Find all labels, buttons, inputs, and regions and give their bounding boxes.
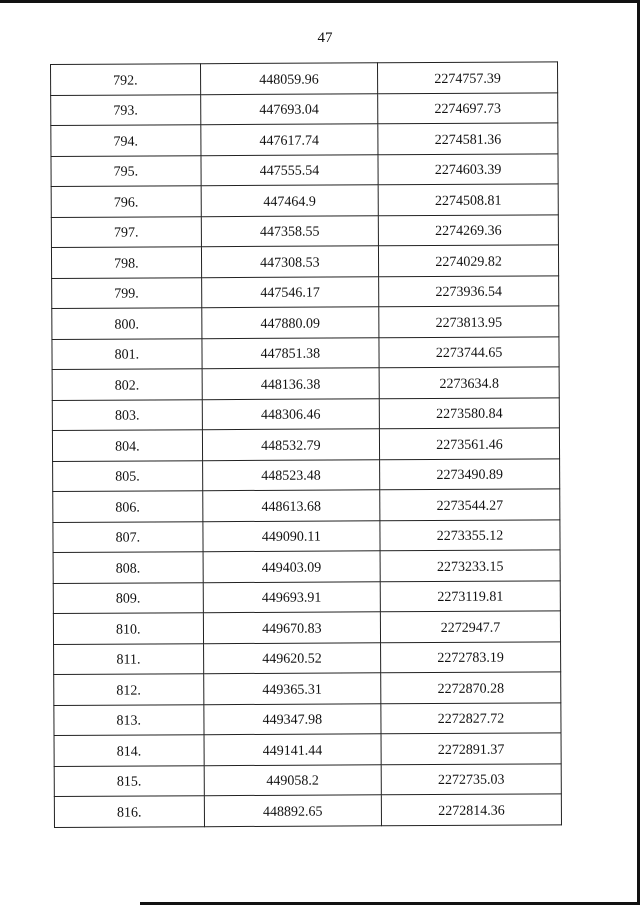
- y-coordinate-cell: [381, 794, 561, 825]
- x-coordinate-cell-text: 448059.96: [259, 72, 319, 88]
- point-number-cell-text: 813.: [116, 713, 142, 729]
- point-number-cell-text: 814.: [116, 744, 142, 760]
- x-coordinate-cell: [201, 246, 379, 277]
- point-number-cell-text: 793.: [113, 103, 138, 119]
- point-number-cell-text: 794.: [113, 134, 139, 150]
- point-number-cell-text: 803.: [114, 408, 140, 424]
- y-coordinate-cell: [379, 336, 559, 367]
- point-number-cell: [51, 216, 201, 247]
- y-coordinate-cell-text: 2273561.46: [436, 437, 503, 453]
- y-coordinate-cell: [378, 92, 558, 123]
- point-number-cell-text: 809.: [115, 591, 141, 607]
- y-coordinate-cell-text: 2274757.39: [434, 71, 501, 87]
- x-coordinate-cell-text: 448136.38: [260, 377, 321, 393]
- x-coordinate-cell-text: 449347.98: [262, 712, 323, 729]
- coordinates-table-container: [50, 61, 562, 827]
- y-coordinate-cell: [380, 611, 560, 642]
- x-coordinate-cell: [200, 124, 378, 155]
- table-row: [53, 550, 560, 583]
- point-number-cell: [54, 643, 204, 674]
- x-coordinate-cell-text: 449365.31: [262, 682, 322, 698]
- y-coordinate-cell-text: 2273490.89: [436, 467, 503, 484]
- table-row: [52, 275, 559, 308]
- table-row: [51, 62, 558, 95]
- point-number-cell-text: 810.: [116, 622, 141, 638]
- y-coordinate-cell-text: 2273936.54: [435, 284, 503, 301]
- y-coordinate-cell: [381, 672, 561, 703]
- x-coordinate-cell: [202, 490, 380, 521]
- x-coordinate-cell-text: 448892.65: [262, 804, 323, 820]
- y-coordinate-cell-text: 2273119.81: [437, 589, 504, 606]
- x-coordinate-cell: [203, 581, 381, 612]
- y-coordinate-cell: [381, 641, 561, 672]
- point-number-cell: [53, 491, 203, 522]
- x-coordinate-cell: [200, 63, 378, 94]
- x-coordinate-cell-text: 447308.53: [260, 255, 320, 271]
- point-number-cell-text: 808.: [115, 561, 141, 577]
- y-coordinate-cell: [379, 428, 559, 459]
- point-number-cell: [54, 704, 204, 735]
- point-number-cell: [51, 94, 201, 125]
- y-coordinate-cell: [378, 184, 558, 215]
- point-number-cell-text: 816.: [116, 805, 142, 821]
- point-number-cell-text: 812.: [116, 683, 141, 699]
- x-coordinate-cell-text: 447358.55: [259, 224, 320, 241]
- point-number-cell: [52, 369, 202, 400]
- point-number-cell-text: 807.: [115, 530, 141, 546]
- y-coordinate-cell: [380, 580, 560, 611]
- coordinates-table: [50, 61, 562, 827]
- x-coordinate-cell-text: 447851.38: [260, 346, 321, 363]
- y-coordinate-cell-text: 2274269.36: [435, 223, 502, 240]
- table-row: [54, 794, 561, 827]
- x-coordinate-cell-text: 448306.46: [260, 407, 321, 424]
- point-number-cell-text: 802.: [114, 378, 140, 394]
- point-number-cell-text: 799.: [114, 286, 139, 302]
- y-coordinate-cell: [381, 733, 561, 764]
- y-coordinate-cell: [380, 458, 560, 489]
- x-coordinate-cell-text: 447546.17: [260, 285, 320, 302]
- table-row: [51, 214, 558, 247]
- point-number-cell-text: 792.: [113, 73, 138, 89]
- point-number-cell: [52, 399, 202, 430]
- x-coordinate-cell: [202, 429, 380, 460]
- table-row: [52, 428, 559, 461]
- x-coordinate-cell: [204, 764, 382, 795]
- point-number-cell: [54, 765, 204, 796]
- y-coordinate-cell-text: 2273744.65: [435, 345, 503, 362]
- x-coordinate-cell-text: 449620.52: [262, 651, 322, 668]
- point-number-cell-text: 811.: [116, 652, 141, 668]
- y-coordinate-cell-text: 2273355.12: [436, 528, 504, 545]
- x-coordinate-cell-text: 449058.2: [266, 773, 319, 790]
- y-coordinate-cell-text: 2272827.72: [437, 711, 505, 728]
- x-coordinate-cell: [203, 520, 381, 551]
- table-row: [54, 763, 561, 796]
- y-coordinate-cell-text: 2272783.19: [437, 650, 504, 667]
- x-coordinate-cell: [202, 337, 380, 368]
- y-coordinate-cell: [378, 123, 558, 154]
- y-coordinate-cell-text: 2272735.03: [438, 772, 505, 789]
- point-number-cell: [51, 64, 201, 95]
- x-coordinate-cell: [203, 612, 381, 643]
- page-number: 47: [317, 30, 333, 46]
- y-coordinate-cell-text: 2273233.15: [436, 559, 504, 575]
- point-number-cell-text: 798.: [114, 256, 139, 272]
- point-number-cell: [54, 674, 204, 705]
- y-coordinate-cell: [379, 245, 559, 276]
- table-body: [51, 62, 562, 827]
- table-row: [51, 245, 558, 278]
- y-coordinate-cell-text: 2273580.84: [436, 406, 503, 423]
- y-coordinate-cell: [379, 367, 559, 398]
- y-coordinate-cell: [379, 275, 559, 306]
- point-number-cell-text: 805.: [115, 469, 140, 485]
- y-coordinate-cell-text: 2274697.73: [434, 101, 502, 118]
- table-row: [53, 489, 560, 522]
- x-coordinate-cell: [203, 551, 381, 582]
- scan-border-top: [0, 0, 640, 3]
- y-coordinate-cell-text: 2274029.82: [435, 254, 502, 270]
- y-coordinate-cell-text: 2274508.81: [434, 193, 502, 209]
- y-coordinate-cell-text: 2272947.7: [440, 620, 501, 636]
- point-number-cell-text: 806.: [115, 500, 140, 516]
- x-coordinate-cell: [200, 93, 378, 124]
- point-number-cell: [51, 247, 201, 278]
- x-coordinate-cell-text: 449670.83: [262, 621, 322, 637]
- y-coordinate-cell-text: 2272814.36: [438, 803, 505, 819]
- point-number-cell: [51, 186, 201, 217]
- x-coordinate-cell: [202, 368, 380, 399]
- point-number-cell: [54, 735, 204, 766]
- point-number-cell: [53, 613, 203, 644]
- y-coordinate-cell: [381, 702, 561, 733]
- point-number-cell: [52, 338, 202, 369]
- y-coordinate-cell: [380, 489, 560, 520]
- point-number-cell: [52, 430, 202, 461]
- x-coordinate-cell-text: 447555.54: [259, 163, 320, 180]
- point-number-cell-text: 797.: [113, 225, 139, 241]
- point-number-cell: [51, 155, 201, 186]
- x-coordinate-cell: [201, 307, 379, 338]
- point-number-cell-text: 800.: [114, 317, 139, 333]
- y-coordinate-cell: [380, 550, 560, 581]
- table-row: [51, 123, 558, 156]
- table-row: [52, 306, 559, 339]
- point-number-cell: [53, 460, 203, 491]
- x-coordinate-cell-text: 448613.68: [261, 499, 321, 515]
- y-coordinate-cell-text: 2273634.8: [439, 376, 500, 392]
- x-coordinate-cell-text: 449403.09: [261, 560, 322, 576]
- table-row: [54, 641, 561, 674]
- x-coordinate-cell: [201, 215, 379, 246]
- point-number-cell-text: 796.: [113, 195, 139, 211]
- table-row: [51, 184, 558, 217]
- x-coordinate-cell-text: 447880.09: [260, 316, 321, 332]
- table-row: [53, 611, 560, 644]
- x-coordinate-cell: [204, 795, 382, 826]
- x-coordinate-cell: [201, 185, 379, 216]
- x-coordinate-cell: [202, 398, 380, 429]
- table-row: [53, 580, 560, 613]
- y-coordinate-cell: [380, 519, 560, 550]
- y-coordinate-cell-text: 2274603.39: [434, 162, 502, 179]
- y-coordinate-cell: [378, 153, 558, 184]
- x-coordinate-cell: [204, 734, 382, 765]
- y-coordinate-cell: [378, 214, 558, 245]
- point-number-cell: [51, 125, 201, 156]
- point-number-cell-text: 801.: [114, 347, 140, 363]
- table-row: [51, 92, 558, 125]
- table-row: [54, 702, 561, 735]
- point-number-cell: [53, 582, 203, 613]
- y-coordinate-cell-text: 2272891.37: [437, 742, 505, 758]
- x-coordinate-cell: [204, 703, 382, 734]
- x-coordinate-cell: [203, 673, 381, 704]
- x-coordinate-cell-text: 447464.9: [263, 194, 316, 210]
- point-number-cell: [53, 521, 203, 552]
- x-coordinate-cell: [201, 276, 379, 307]
- x-coordinate-cell: [203, 642, 381, 673]
- table-row: [51, 153, 558, 186]
- y-coordinate-cell: [381, 763, 561, 794]
- table-row: [52, 367, 559, 400]
- point-number-cell: [54, 796, 204, 827]
- y-coordinate-cell-text: 2273544.27: [436, 498, 504, 514]
- point-number-cell: [53, 552, 203, 583]
- x-coordinate-cell-text: 449090.11: [261, 529, 321, 546]
- point-number-cell: [52, 308, 202, 339]
- x-coordinate-cell-text: 448532.79: [261, 438, 321, 454]
- x-coordinate-cell: [202, 459, 380, 490]
- point-number-cell-text: 795.: [113, 164, 139, 180]
- table-row: [53, 519, 560, 552]
- x-coordinate-cell-text: 449141.44: [262, 743, 323, 759]
- x-coordinate-cell: [201, 154, 379, 185]
- point-number-cell: [52, 277, 202, 308]
- y-coordinate-cell-text: 2274581.36: [434, 132, 502, 148]
- table-row: [54, 672, 561, 705]
- point-number-cell-text: 804.: [115, 439, 140, 455]
- x-coordinate-cell-text: 449693.91: [261, 590, 322, 607]
- y-coordinate-cell: [378, 62, 558, 93]
- table-row: [54, 733, 561, 766]
- table-row: [52, 397, 559, 430]
- point-number-cell-text: 815.: [116, 774, 142, 790]
- y-coordinate-cell: [379, 306, 559, 337]
- y-coordinate-cell-text: 2273813.95: [435, 315, 503, 331]
- y-coordinate-cell-text: 2272870.28: [437, 681, 505, 697]
- y-coordinate-cell: [379, 397, 559, 428]
- x-coordinate-cell-text: 448523.48: [261, 468, 321, 485]
- x-coordinate-cell-text: 447617.74: [259, 133, 320, 149]
- x-coordinate-cell-text: 447693.04: [259, 102, 319, 119]
- table-row: [52, 336, 559, 369]
- table-row: [53, 458, 560, 491]
